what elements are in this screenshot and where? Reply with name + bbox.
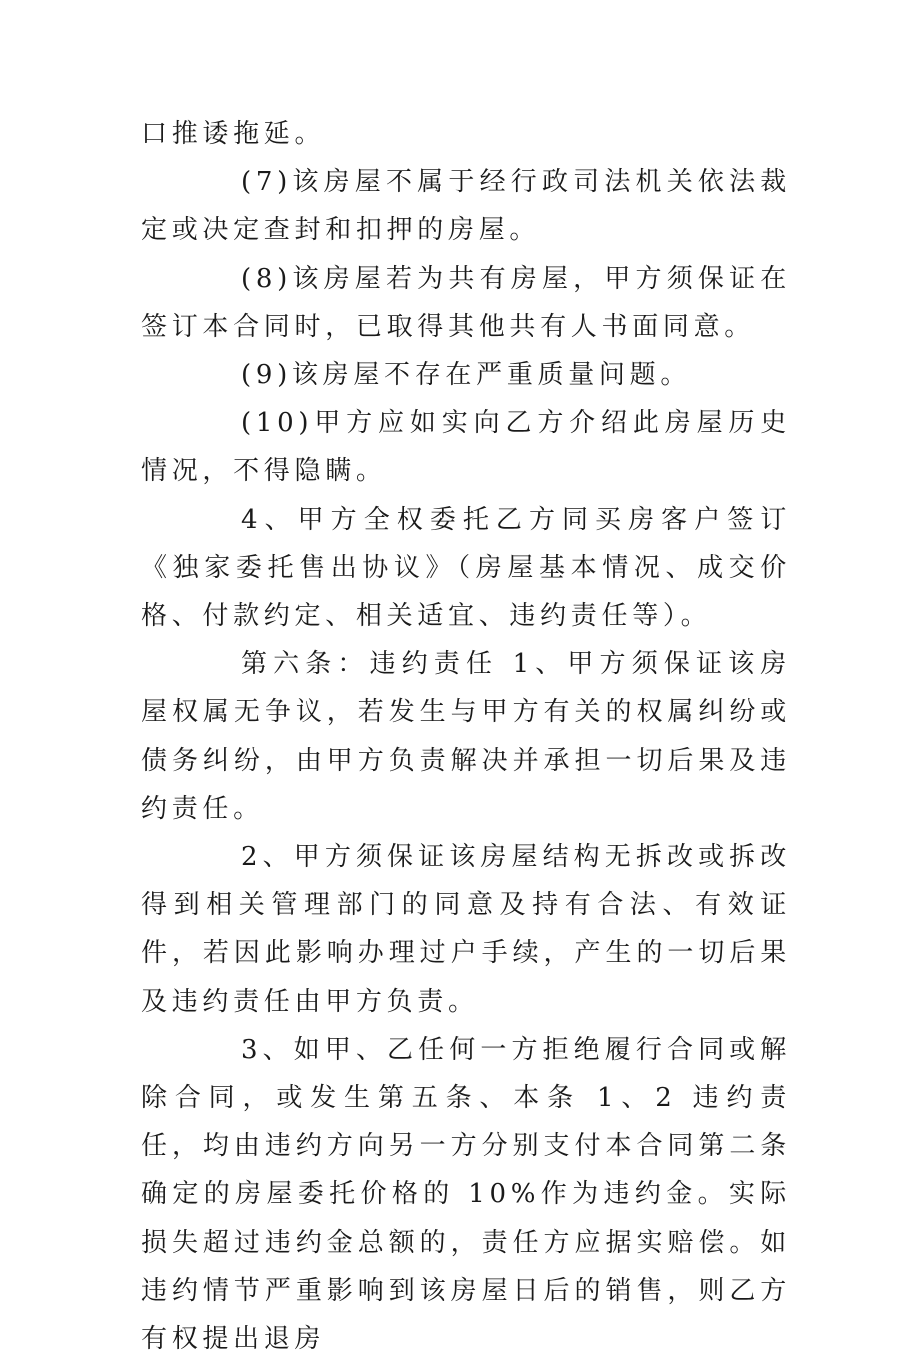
paragraph-item-4: 4、甲方全权委托乙方同买房客户签订《独家委托售出协议》（房屋基本情况、成交价格、付款约定、相关适宜、违约责任等）。 bbox=[141, 504, 791, 632]
paragraph-article-6-item-2: 2、甲方须保证该房屋结构无拆改或拆改得到相关管理部门的同意及持有合法、有效证件，若因此影响办理过户手续，产生的一切后果及违约责任由甲方负责。 bbox=[141, 842, 791, 1017]
document-body bbox=[141, 110, 791, 1363]
paragraph-article-6-item-3: 3、如甲、乙任何一方拒绝履行合同或解除合同，或发生第五条、本条 1、2 违约责任，均由违约方向另一方分别支付本合同第二条确定的房屋委托价格的 10%作为违约金。实际损失超过违约金总额的，责任方应据实赔偿。如违约情节严重影响到该房屋日后的销售，则乙方有权提出退房 bbox=[141, 1034, 791, 1355]
paragraph-continuation: 口推诿拖延。 bbox=[141, 119, 326, 149]
paragraph-article-6: 第六条：违约责任 1、甲方须保证该房屋权属无争议，若发生与甲方有关的权属纠纷或债务纠纷，由甲方负责解决并承担一切后果及违约责任。 bbox=[141, 649, 791, 824]
paragraph-clause-8: (8)该房屋若为共有房屋，甲方须保证在签订本合同时，已取得其他共有人书面同意。 bbox=[141, 263, 791, 342]
paragraph-clause-9: (9)该房屋不存在严重质量问题。 bbox=[241, 360, 692, 391]
paragraph-clause-7: (7)该房屋不属于经行政司法机关依法裁定或决定查封和扣押的房屋。 bbox=[141, 167, 791, 246]
paragraph-clause-10: (10)甲方应如实向乙方介绍此房屋历史情况，不得隐瞒。 bbox=[141, 408, 791, 487]
